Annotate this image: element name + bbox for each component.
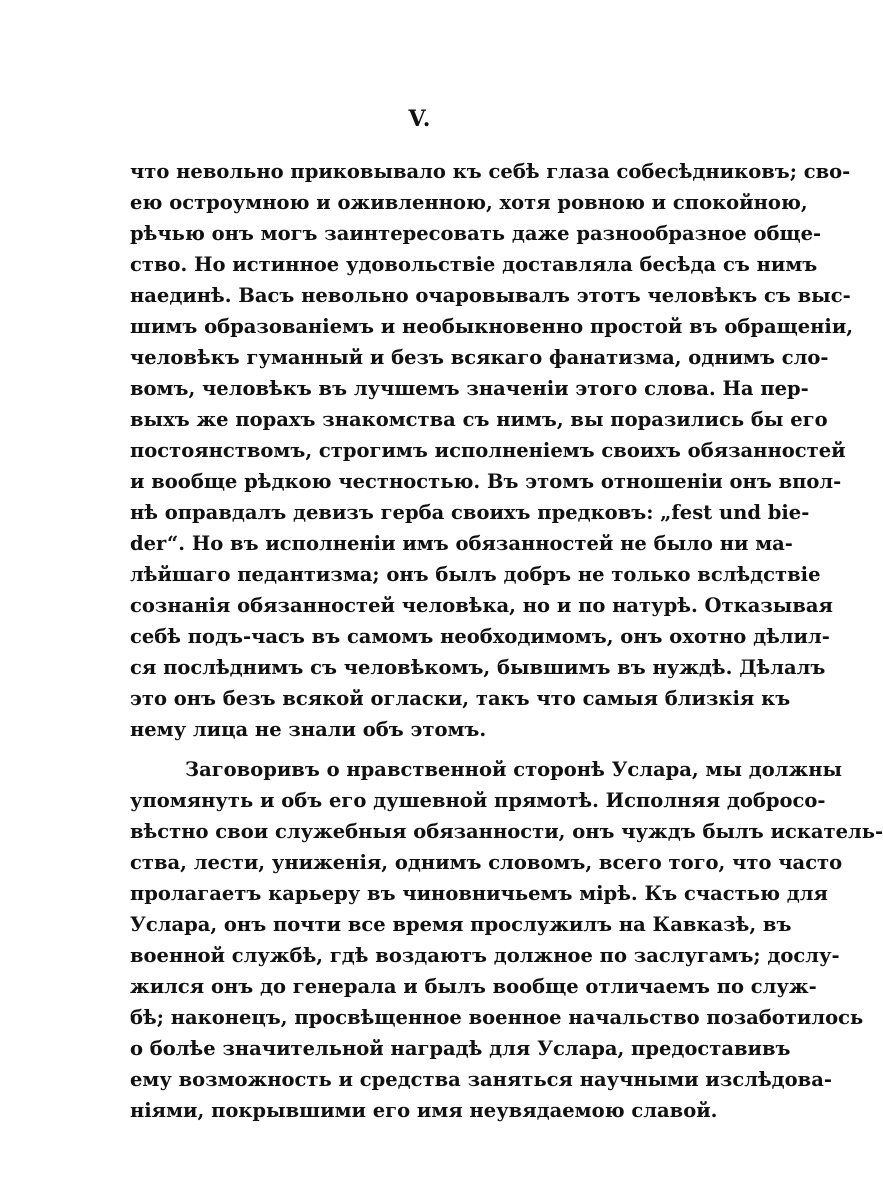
body-text — [130, 156, 883, 1126]
text-line: рѣчью онъ могъ заинтересовать даже разнообразное обще- — [130, 222, 822, 245]
text-line: что невольно приковывало къ себѣ глаза собесѣдниковъ; сво- — [130, 160, 851, 183]
text-line: вѣстно свои служебныя обязанности, онъ чуждъ былъ искатель- — [130, 820, 883, 843]
text-line: Услара, онъ почти все время прослужилъ на Кавказѣ, въ — [130, 913, 792, 936]
text-line: наединѣ. Васъ невольно очаровывалъ этотъ человѣкъ съ выс- — [130, 284, 851, 307]
text-line: и вообще рѣдкою честностью. Въ этомъ отношеніи онъ впол- — [130, 470, 842, 493]
text-line: сознанія обязанностей человѣка, но и по натурѣ. Отказывая — [130, 594, 833, 617]
text-line: постоянствомъ, строгимъ исполненіемъ своихъ обязанностей — [130, 439, 846, 462]
text-line: ство. Но истинное удовольствіе доставляла бесѣда съ нимъ — [130, 253, 818, 276]
text-line: Заговоривъ о нравственной сторонѣ Услара, мы должны — [185, 758, 843, 781]
text-line: военной службѣ, гдѣ воздаютъ должное по заслугамъ; дослу- — [130, 944, 840, 967]
text-line: ства, лести, униженія, однимъ словомъ, всего того, что часто — [130, 851, 843, 874]
text-line: пролагаетъ карьеру въ чиновничьемъ мірѣ. Къ счастью для — [130, 882, 828, 905]
text-line: ему возможность и средства заняться научными изслѣдова- — [130, 1068, 832, 1091]
text-line: нѣ оправдалъ девизъ герба своихъ предковъ: „fest und bie- — [130, 501, 810, 524]
text-line: лѣйшаго педантизма; онъ былъ добръ не только вслѣдствіе — [130, 563, 821, 586]
text-line: выхъ же порахъ знакомства съ нимъ, вы поразились бы его — [130, 408, 828, 431]
paragraph-2 — [130, 754, 883, 1126]
text-line: человѣкъ гуманный и безъ всякаго фанатизма, однимъ сло- — [130, 346, 829, 369]
text-line: нему лица не знали объ этомъ. — [130, 718, 487, 741]
text-line: о болѣе значительной наградѣ для Услара, предоставивъ — [130, 1037, 791, 1060]
text-line: ніями, покрывшими его имя неувядаемою славой. — [130, 1099, 718, 1122]
text-line: упомянуть и объ его душевной прямотѣ. Исполняя добросо- — [130, 789, 826, 812]
text-line: ею остроумною и оживленною, хотя ровною и спокойною, — [130, 191, 808, 214]
text-line: ся послѣднимъ съ человѣкомъ, бывшимъ въ нуждѣ. Дѣлалъ — [130, 656, 826, 679]
paragraph-1 — [130, 156, 854, 745]
page-number: V. — [408, 106, 432, 132]
text-line: der“. Но въ исполненіи имъ обязанностей не было ни ма- — [130, 532, 793, 555]
paragraph-gap — [130, 745, 740, 754]
text-line: себѣ подъ-часъ въ самомъ необходимомъ, онъ охотно дѣлил- — [130, 625, 830, 648]
text-line: это онъ безъ всякой огласки, такъ что самыя близкія къ — [130, 687, 791, 710]
text-line: вомъ, человѣкъ въ лучшемъ значеніи этого слова. На пер- — [130, 377, 809, 400]
text-line: бѣ; наконецъ, просвѣщенное военное начальство позаботилось — [130, 1006, 864, 1029]
text-line: шимъ образованіемъ и необыкновенно простой въ обращеніи, — [130, 315, 854, 338]
text-line: жился онъ до генерала и былъ вообще отличаемъ по служ- — [130, 975, 817, 998]
